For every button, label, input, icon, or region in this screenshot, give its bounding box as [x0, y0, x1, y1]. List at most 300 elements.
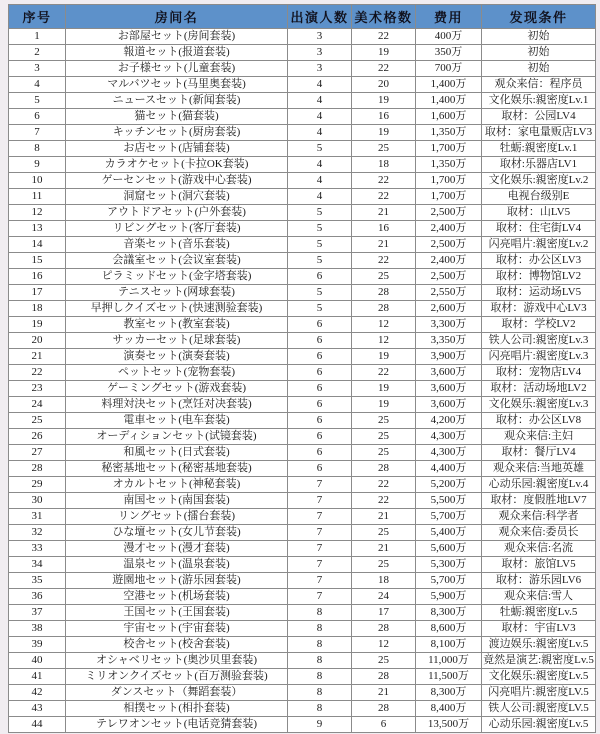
- cell-art-grid-count: 28: [352, 621, 416, 637]
- cell-cast-count: 6: [288, 429, 352, 445]
- table-row: [9, 285, 596, 301]
- cell-cost: 1,700万: [416, 173, 482, 189]
- cell-index: 38: [9, 621, 66, 637]
- table-row: [9, 109, 596, 125]
- cell-unlock-condition: 取材：宠物店LV4: [482, 365, 596, 381]
- cell-room-name: 洞窟セット(洞穴套装): [66, 189, 288, 205]
- cell-unlock-condition: 取材：旅馆LV5: [482, 557, 596, 573]
- cell-art-grid-count: 25: [352, 413, 416, 429]
- cell-unlock-condition: 观众来信:委员长: [482, 525, 596, 541]
- cell-index: 9: [9, 157, 66, 173]
- cell-cost: 4,200万: [416, 413, 482, 429]
- cell-art-grid-count: 21: [352, 541, 416, 557]
- cell-cast-count: 4: [288, 189, 352, 205]
- cell-art-grid-count: 19: [352, 397, 416, 413]
- cell-art-grid-count: 18: [352, 157, 416, 173]
- cell-cast-count: 5: [288, 237, 352, 253]
- table-row: [9, 589, 596, 605]
- cell-art-grid-count: 22: [352, 29, 416, 45]
- table-row: [9, 189, 596, 205]
- cell-cast-count: 4: [288, 173, 352, 189]
- cell-index: 19: [9, 317, 66, 333]
- cell-cost: 8,600万: [416, 621, 482, 637]
- cell-unlock-condition: 渡边娱乐:親密度Lv.5: [482, 637, 596, 653]
- cell-cost: 5,900万: [416, 589, 482, 605]
- cell-index: 37: [9, 605, 66, 621]
- table-row: [9, 477, 596, 493]
- cell-cost: 400万: [416, 29, 482, 45]
- cell-cost: 1,600万: [416, 109, 482, 125]
- cell-unlock-condition: 取材：游乐园LV6: [482, 573, 596, 589]
- cell-art-grid-count: 21: [352, 237, 416, 253]
- cell-index: 40: [9, 653, 66, 669]
- cell-room-name: 宇宙セット(宇宙套装): [66, 621, 288, 637]
- cell-unlock-condition: 观众来信:名流: [482, 541, 596, 557]
- cell-cast-count: 4: [288, 157, 352, 173]
- cell-room-name: 和風セット(日式套装): [66, 445, 288, 461]
- table-row: [9, 621, 596, 637]
- cell-art-grid-count: 25: [352, 445, 416, 461]
- room-set-table: [8, 4, 596, 733]
- cell-room-name: リビングセット(客厅套装): [66, 221, 288, 237]
- cell-cost: 5,600万: [416, 541, 482, 557]
- cell-room-name: 音楽セット(音乐套装): [66, 237, 288, 253]
- cell-room-name: テニスセット(网球套装): [66, 285, 288, 301]
- cell-cost: 2,550万: [416, 285, 482, 301]
- cell-cost: 3,600万: [416, 381, 482, 397]
- cell-room-name: ペットセット(宠物套装): [66, 365, 288, 381]
- cell-index: 25: [9, 413, 66, 429]
- cell-cost: 1,350万: [416, 125, 482, 141]
- cell-unlock-condition: 牡蛎:親密度Lv.5: [482, 605, 596, 621]
- cell-room-name: ピラミッドセット(金字塔套装): [66, 269, 288, 285]
- cell-room-name: 猫セット(猫套装): [66, 109, 288, 125]
- cell-index: 7: [9, 125, 66, 141]
- cell-index: 32: [9, 525, 66, 541]
- cell-cast-count: 5: [288, 205, 352, 221]
- cell-cost: 2,400万: [416, 221, 482, 237]
- cell-room-name: リングセット(擂台套装): [66, 509, 288, 525]
- cell-cost: 2,500万: [416, 237, 482, 253]
- cell-unlock-condition: 闪亮唱片:親密度Lv.2: [482, 237, 596, 253]
- cell-art-grid-count: 21: [352, 685, 416, 701]
- cell-unlock-condition: 电视台级别E: [482, 189, 596, 205]
- cell-unlock-condition: 文化娱乐:親密度Lv.1: [482, 93, 596, 109]
- cell-cast-count: 8: [288, 685, 352, 701]
- cell-index: 15: [9, 253, 66, 269]
- cell-index: 24: [9, 397, 66, 413]
- table-row: [9, 157, 596, 173]
- cell-index: 3: [9, 61, 66, 77]
- cell-unlock-condition: 闪亮唱片:親密度Lv.3: [482, 349, 596, 365]
- cell-room-name: オシャベリセット(奥沙贝里套装): [66, 653, 288, 669]
- cell-cast-count: 7: [288, 541, 352, 557]
- cell-unlock-condition: 取材：公园LV4: [482, 109, 596, 125]
- cell-index: 28: [9, 461, 66, 477]
- cell-room-name: 漫才セット(漫才套装): [66, 541, 288, 557]
- cell-room-name: 報道セット(报道套装): [66, 45, 288, 61]
- table-row: [9, 93, 596, 109]
- cell-art-grid-count: 19: [352, 125, 416, 141]
- cell-unlock-condition: 闪亮唱片:親密度LV.5: [482, 685, 596, 701]
- table-row: [9, 637, 596, 653]
- cell-art-grid-count: 22: [352, 173, 416, 189]
- cell-unlock-condition: 初始: [482, 45, 596, 61]
- cell-index: 43: [9, 701, 66, 717]
- cell-room-name: 演奏セット(演奏套装): [66, 349, 288, 365]
- cell-room-name: 電車セット(电车套装): [66, 413, 288, 429]
- cell-room-name: 秘密基地セット(秘密基地套装): [66, 461, 288, 477]
- cell-art-grid-count: 19: [352, 349, 416, 365]
- cell-unlock-condition: 取材：运动场LV5: [482, 285, 596, 301]
- cell-index: 14: [9, 237, 66, 253]
- cell-art-grid-count: 25: [352, 269, 416, 285]
- cell-room-name: 会議室セット(会议室套装): [66, 253, 288, 269]
- cell-index: 20: [9, 333, 66, 349]
- column-header-index: 序号: [9, 5, 66, 29]
- cell-cast-count: 3: [288, 45, 352, 61]
- cell-art-grid-count: 22: [352, 61, 416, 77]
- cell-room-name: 教室セット(教室套装): [66, 317, 288, 333]
- cell-index: 31: [9, 509, 66, 525]
- cell-unlock-condition: 文化娱乐:親密度Lv.2: [482, 173, 596, 189]
- cell-cast-count: 6: [288, 317, 352, 333]
- cell-index: 22: [9, 365, 66, 381]
- cell-cast-count: 5: [288, 301, 352, 317]
- table-row: [9, 141, 596, 157]
- table-row: [9, 365, 596, 381]
- cell-art-grid-count: 19: [352, 93, 416, 109]
- cell-cost: 1,700万: [416, 141, 482, 157]
- cell-room-name: サッカーセット(足球套装): [66, 333, 288, 349]
- cell-unlock-condition: 初始: [482, 29, 596, 45]
- cell-unlock-condition: 取材：度假胜地LV7: [482, 493, 596, 509]
- cell-art-grid-count: 25: [352, 141, 416, 157]
- cell-cast-count: 5: [288, 221, 352, 237]
- cell-art-grid-count: 19: [352, 45, 416, 61]
- cell-cost: 3,350万: [416, 333, 482, 349]
- cell-room-name: ミリオンクイズセット(百万测验套装): [66, 669, 288, 685]
- cell-cast-count: 6: [288, 461, 352, 477]
- table-row: [9, 253, 596, 269]
- cell-index: 6: [9, 109, 66, 125]
- cell-room-name: 南国セット(南国套装): [66, 493, 288, 509]
- cell-cast-count: 7: [288, 557, 352, 573]
- cell-cast-count: 3: [288, 61, 352, 77]
- cell-cast-count: 7: [288, 573, 352, 589]
- cell-art-grid-count: 12: [352, 333, 416, 349]
- cell-unlock-condition: 观众来信：程序员: [482, 77, 596, 93]
- cell-index: 21: [9, 349, 66, 365]
- cell-cost: 4,400万: [416, 461, 482, 477]
- room-set-table-container: [8, 4, 596, 733]
- cell-unlock-condition: 观众来信:科学者: [482, 509, 596, 525]
- cell-index: 29: [9, 477, 66, 493]
- cell-room-name: ニュースセット(新闻套装): [66, 93, 288, 109]
- cell-art-grid-count: 17: [352, 605, 416, 621]
- cell-cost: 700万: [416, 61, 482, 77]
- cell-unlock-condition: 取材:乐器店LV1: [482, 157, 596, 173]
- cell-art-grid-count: 22: [352, 365, 416, 381]
- cell-unlock-condition: 心动乐园:親密度Lv.5: [482, 717, 596, 733]
- cell-unlock-condition: 文化娱乐:親密度Lv.3: [482, 397, 596, 413]
- cell-cast-count: 4: [288, 109, 352, 125]
- cell-cast-count: 7: [288, 525, 352, 541]
- cell-art-grid-count: 28: [352, 285, 416, 301]
- cell-room-name: 早押しクイズセット(快速测验套装): [66, 301, 288, 317]
- cell-unlock-condition: 心动乐园:親密度Lv.4: [482, 477, 596, 493]
- table-row: [9, 525, 596, 541]
- cell-unlock-condition: 铁人公司:親密度LV.5: [482, 701, 596, 717]
- cell-cost: 1,350万: [416, 157, 482, 173]
- table-row: [9, 605, 596, 621]
- cell-unlock-condition: 观众来信:主妇: [482, 429, 596, 445]
- cell-cast-count: 7: [288, 477, 352, 493]
- cell-room-name: 空港セット(机场套装): [66, 589, 288, 605]
- table-row: [9, 509, 596, 525]
- table-row: [9, 77, 596, 93]
- table-row: [9, 125, 596, 141]
- cell-art-grid-count: 22: [352, 477, 416, 493]
- table-row: [9, 557, 596, 573]
- cell-unlock-condition: 取材：餐厅LV4: [482, 445, 596, 461]
- cell-room-name: オカルトセット(神秘套装): [66, 477, 288, 493]
- cell-art-grid-count: 22: [352, 189, 416, 205]
- cell-unlock-condition: 取材：办公区LV3: [482, 253, 596, 269]
- cell-cast-count: 4: [288, 125, 352, 141]
- cell-index: 42: [9, 685, 66, 701]
- cell-cast-count: 8: [288, 621, 352, 637]
- table-row: [9, 317, 596, 333]
- column-header-cast-count: 出演人数: [288, 5, 352, 29]
- column-header-unlock-condition: 发现条件: [482, 5, 596, 29]
- cell-cost: 8,400万: [416, 701, 482, 717]
- cell-cast-count: 6: [288, 269, 352, 285]
- cell-cost: 8,300万: [416, 685, 482, 701]
- cell-art-grid-count: 16: [352, 221, 416, 237]
- cell-art-grid-count: 20: [352, 77, 416, 93]
- cell-art-grid-count: 21: [352, 509, 416, 525]
- cell-cost: 5,400万: [416, 525, 482, 541]
- cell-cost: 1,400万: [416, 77, 482, 93]
- cell-index: 36: [9, 589, 66, 605]
- table-row: [9, 669, 596, 685]
- cell-unlock-condition: 取材：住宅街LV4: [482, 221, 596, 237]
- table-header: [9, 5, 596, 29]
- cell-unlock-condition: 观众来信:当地英雄: [482, 461, 596, 477]
- table-row: [9, 381, 596, 397]
- cell-index: 1: [9, 29, 66, 45]
- table-row: [9, 61, 596, 77]
- cell-art-grid-count: 22: [352, 493, 416, 509]
- cell-unlock-condition: 竟然是演艺:親密度Lv.5: [482, 653, 596, 669]
- cell-room-name: カラオケセット(卡拉OK套装): [66, 157, 288, 173]
- table-row: [9, 685, 596, 701]
- cell-index: 18: [9, 301, 66, 317]
- cell-cast-count: 6: [288, 365, 352, 381]
- cell-art-grid-count: 25: [352, 557, 416, 573]
- cell-art-grid-count: 19: [352, 381, 416, 397]
- cell-room-name: 温泉セット(温泉套装): [66, 557, 288, 573]
- table-row: [9, 701, 596, 717]
- cell-art-grid-count: 28: [352, 701, 416, 717]
- cell-room-name: ゲーミングセット(游戏套装): [66, 381, 288, 397]
- cell-room-name: ダンスセット（舞蹈套装）: [66, 685, 288, 701]
- cell-art-grid-count: 28: [352, 461, 416, 477]
- cell-art-grid-count: 21: [352, 205, 416, 221]
- cell-index: 5: [9, 93, 66, 109]
- cell-cast-count: 7: [288, 589, 352, 605]
- cell-cost: 5,500万: [416, 493, 482, 509]
- cell-room-name: ゲーセンセット(游戏中心套装): [66, 173, 288, 189]
- cell-cast-count: 6: [288, 445, 352, 461]
- table-row: [9, 653, 596, 669]
- table-row: [9, 29, 596, 45]
- table-row: [9, 541, 596, 557]
- cell-cost: 3,300万: [416, 317, 482, 333]
- cell-cast-count: 5: [288, 141, 352, 157]
- cell-room-name: 料理対決セット(烹饪对决套装): [66, 397, 288, 413]
- cell-index: 26: [9, 429, 66, 445]
- cell-cast-count: 6: [288, 413, 352, 429]
- cell-unlock-condition: 取材：游戏中心LV3: [482, 301, 596, 317]
- cell-cost: 5,300万: [416, 557, 482, 573]
- cell-room-name: お店セット(店铺套装): [66, 141, 288, 157]
- cell-cast-count: 8: [288, 653, 352, 669]
- cell-index: 10: [9, 173, 66, 189]
- cell-index: 11: [9, 189, 66, 205]
- cell-index: 41: [9, 669, 66, 685]
- cell-room-name: テレワオンセット(电话竞猜套装): [66, 717, 288, 733]
- cell-room-name: 王国セット(王国套装): [66, 605, 288, 621]
- table-row: [9, 429, 596, 445]
- cell-cost: 3,600万: [416, 365, 482, 381]
- cell-art-grid-count: 24: [352, 589, 416, 605]
- cell-cost: 2,500万: [416, 269, 482, 285]
- cell-cast-count: 8: [288, 701, 352, 717]
- cell-art-grid-count: 12: [352, 637, 416, 653]
- table-row: [9, 269, 596, 285]
- cell-index: 8: [9, 141, 66, 157]
- cell-cast-count: 6: [288, 349, 352, 365]
- cell-index: 17: [9, 285, 66, 301]
- table-row: [9, 333, 596, 349]
- cell-unlock-condition: 取材：学校LV2: [482, 317, 596, 333]
- cell-unlock-condition: 取材：活动场地LV2: [482, 381, 596, 397]
- cell-cost: 5,700万: [416, 509, 482, 525]
- cell-cast-count: 6: [288, 397, 352, 413]
- cell-index: 23: [9, 381, 66, 397]
- table-row: [9, 397, 596, 413]
- table-row: [9, 301, 596, 317]
- cell-cost: 2,600万: [416, 301, 482, 317]
- cell-unlock-condition: 取材：博物馆LV2: [482, 269, 596, 285]
- column-header-art-grid-count: 美术格数: [352, 5, 416, 29]
- cell-cast-count: 6: [288, 381, 352, 397]
- cell-unlock-condition: 文化娱乐:親密度Lv.5: [482, 669, 596, 685]
- cell-art-grid-count: 6: [352, 717, 416, 733]
- cell-unlock-condition: 铁人公司:親密度Lv.3: [482, 333, 596, 349]
- cell-unlock-condition: 观众来信:雪人: [482, 589, 596, 605]
- cell-cast-count: 8: [288, 637, 352, 653]
- cell-index: 33: [9, 541, 66, 557]
- cell-unlock-condition: 初始: [482, 61, 596, 77]
- table-row: [9, 237, 596, 253]
- cell-room-name: アウトドアセット(户外套装): [66, 205, 288, 221]
- cell-cost: 11,500万: [416, 669, 482, 685]
- cell-art-grid-count: 28: [352, 669, 416, 685]
- table-row: [9, 573, 596, 589]
- cell-index: 4: [9, 77, 66, 93]
- cell-cost: 1,700万: [416, 189, 482, 205]
- cell-cast-count: 7: [288, 493, 352, 509]
- table-body: [9, 29, 596, 733]
- cell-index: 30: [9, 493, 66, 509]
- cell-art-grid-count: 28: [352, 301, 416, 317]
- table-row: [9, 349, 596, 365]
- cell-index: 13: [9, 221, 66, 237]
- cell-cast-count: 5: [288, 285, 352, 301]
- cell-cost: 4,300万: [416, 429, 482, 445]
- cell-cost: 2,400万: [416, 253, 482, 269]
- cell-cost: 1,400万: [416, 93, 482, 109]
- cell-cost: 11,000万: [416, 653, 482, 669]
- table-row: [9, 173, 596, 189]
- cell-art-grid-count: 22: [352, 253, 416, 269]
- table-row: [9, 717, 596, 733]
- cell-cast-count: 4: [288, 77, 352, 93]
- cell-index: 44: [9, 717, 66, 733]
- table-row: [9, 45, 596, 61]
- cell-cost: 350万: [416, 45, 482, 61]
- cell-index: 16: [9, 269, 66, 285]
- cell-room-name: マルバツセット(马里奥套装): [66, 77, 288, 93]
- cell-unlock-condition: 取材：家电量贩店LV3: [482, 125, 596, 141]
- table-header-row: [9, 5, 596, 29]
- cell-art-grid-count: 18: [352, 573, 416, 589]
- cell-index: 34: [9, 557, 66, 573]
- cell-cost: 4,300万: [416, 445, 482, 461]
- cell-cast-count: 3: [288, 29, 352, 45]
- cell-cast-count: 4: [288, 93, 352, 109]
- cell-art-grid-count: 16: [352, 109, 416, 125]
- table-row: [9, 493, 596, 509]
- cell-unlock-condition: 取材：山LV5: [482, 205, 596, 221]
- table-row: [9, 205, 596, 221]
- cell-unlock-condition: 取材：办公区LV8: [482, 413, 596, 429]
- cell-room-name: お部屋セット(房间套装): [66, 29, 288, 45]
- cell-art-grid-count: 25: [352, 429, 416, 445]
- cell-cast-count: 8: [288, 669, 352, 685]
- table-row: [9, 413, 596, 429]
- cell-art-grid-count: 12: [352, 317, 416, 333]
- column-header-cost: 费用: [416, 5, 482, 29]
- cell-index: 27: [9, 445, 66, 461]
- cell-index: 12: [9, 205, 66, 221]
- cell-unlock-condition: 牡蛎:親密度Lv.1: [482, 141, 596, 157]
- cell-cost: 5,200万: [416, 477, 482, 493]
- cell-room-name: キッチンセット(厨房套装): [66, 125, 288, 141]
- cell-cost: 8,300万: [416, 605, 482, 621]
- cell-index: 35: [9, 573, 66, 589]
- cell-room-name: 遊園地セット(游乐园套装): [66, 573, 288, 589]
- cell-art-grid-count: 25: [352, 653, 416, 669]
- cell-room-name: オーディションセット(试镜套装): [66, 429, 288, 445]
- cell-room-name: お子様セット(儿童套装): [66, 61, 288, 77]
- cell-unlock-condition: 取材：宇宙LV3: [482, 621, 596, 637]
- cell-index: 39: [9, 637, 66, 653]
- cell-cost: 2,500万: [416, 205, 482, 221]
